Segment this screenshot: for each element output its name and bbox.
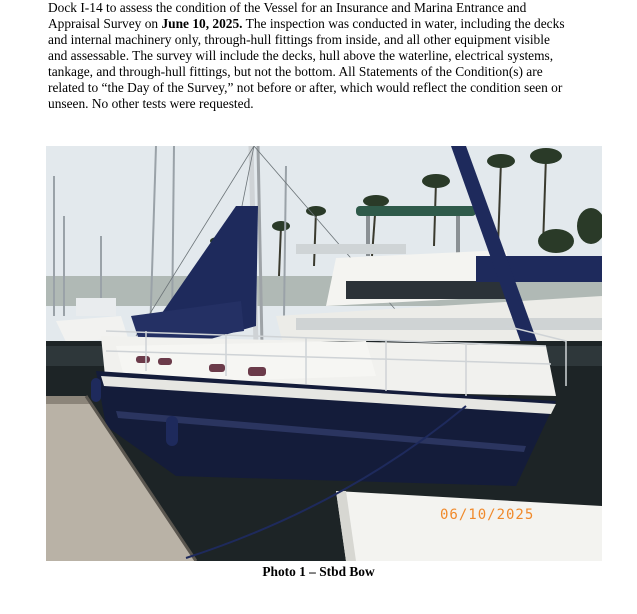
photo-caption: Photo 1 – Stbd Bow xyxy=(262,564,375,579)
survey-paragraph xyxy=(48,0,608,112)
paragraph-line-5: tankage, and through-hull fittings, but not the bottom. All Statements of the Condition(s) are xyxy=(48,64,543,79)
paragraph-line-6: related to “the Day of the Survey,” not before or after, which would reflect the condition seen or xyxy=(48,80,563,95)
paragraph-line-1: Dock I-14 to assess the condition of the Vessel for an Insurance and Marina Entrance and xyxy=(48,0,527,15)
paragraph-line-3: and internal machinery only, through-hull fittings from inside, and all other equipment visible xyxy=(48,32,550,47)
paragraph-line-2-start: Appraisal Survey on xyxy=(48,16,162,31)
paragraph-line-2 xyxy=(48,16,608,32)
paragraph-line-7: unseen. No other tests were requested. xyxy=(48,96,254,111)
photo-date-stamp: 06/10/2025 xyxy=(440,507,535,523)
boat-photo-illustration xyxy=(46,146,602,561)
paragraph-line-2-end: The inspection was conducted in water, including the decks xyxy=(242,16,565,31)
boat-photo xyxy=(46,146,602,561)
survey-date: June 10, 2025. xyxy=(161,16,243,31)
paragraph-line-4: and assessable. The survey will include the decks, hull above the waterline, electrical systems, xyxy=(48,48,554,63)
